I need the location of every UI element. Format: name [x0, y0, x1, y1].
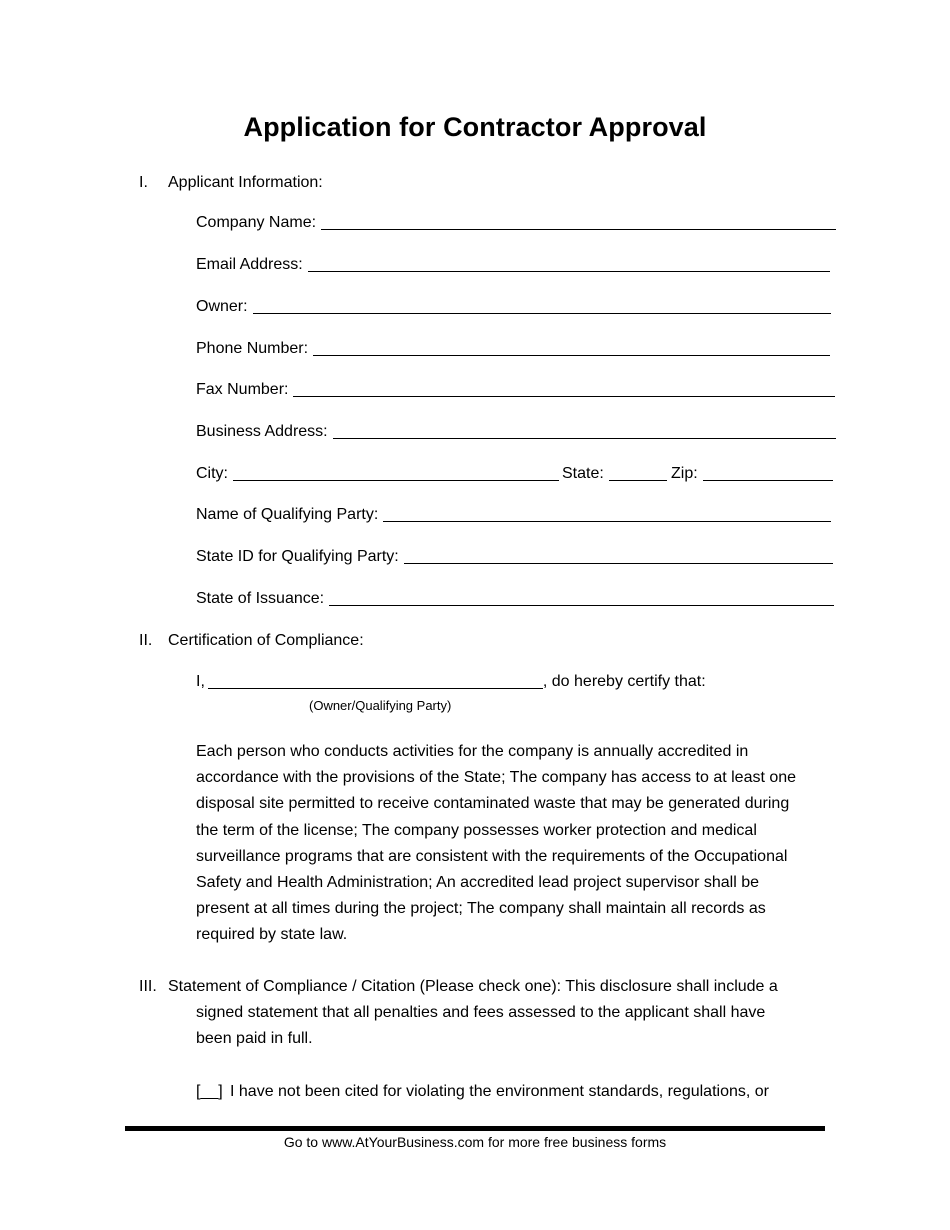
certify-sublabel: (Owner/Qualifying Party) [309, 698, 452, 713]
company-name-field[interactable] [196, 211, 836, 233]
qualifying-party-name-field[interactable] [196, 503, 831, 525]
section-3-line-2: signed statement that all penalties and fees assessed to the applicant shall have [196, 1004, 766, 1021]
section-3-number: III. [139, 978, 157, 995]
certify-statement[interactable] [196, 670, 724, 692]
qualifying-party-name-input[interactable] [383, 504, 831, 522]
document-title: Application for Contractor Approval [243, 112, 707, 142]
company-name-label: Company Name: [196, 214, 317, 231]
paragraph-line: the term of the license; The company possesses worker protection and medical [196, 821, 757, 839]
zip-label: Zip: [671, 465, 698, 482]
not-cited-option-text: I have not been cited for violating the environment standards, regulations, or [230, 1083, 769, 1100]
state-of-issuance-input[interactable] [329, 588, 834, 606]
qualifying-party-name-label: Name of Qualifying Party: [196, 506, 379, 523]
business-address-input[interactable] [333, 421, 836, 439]
fax-number-label: Fax Number: [196, 381, 289, 398]
not-cited-checkbox[interactable]: [__] [196, 1083, 223, 1100]
section-2-heading: Certification of Compliance: [168, 632, 364, 649]
owner-input[interactable] [253, 296, 831, 314]
email-address-label: Email Address: [196, 256, 303, 273]
footer-divider [125, 1126, 825, 1131]
state-label: State: [562, 465, 604, 482]
city-input[interactable] [233, 463, 559, 481]
paragraph-line: Safety and Health Administration; An accredited lead project supervisor shall be [196, 874, 759, 892]
paragraph-line: present at all times during the project; The company shall maintain all records as [196, 900, 766, 918]
city-label: City: [196, 465, 228, 482]
certify-suffix: , do hereby certify that: [542, 673, 706, 690]
certify-prefix: I, [196, 673, 205, 690]
phone-number-input[interactable] [313, 338, 830, 356]
owner-field[interactable] [196, 295, 831, 317]
paragraph-line: required by state law. [196, 926, 348, 944]
company-name-input[interactable] [321, 212, 836, 230]
qualifying-party-state-id-field[interactable] [196, 545, 833, 567]
section-2-number: II. [139, 632, 153, 649]
section-3-line-1: Statement of Compliance / Citation (Please check one): This disclosure shall include a [168, 978, 778, 995]
state-of-issuance-field[interactable] [196, 587, 834, 609]
state-field[interactable] [562, 462, 667, 484]
section-3-line-3: been paid in full. [196, 1030, 313, 1047]
email-address-input[interactable] [308, 254, 830, 272]
email-address-field[interactable] [196, 253, 830, 275]
fax-number-input[interactable] [293, 379, 835, 397]
zip-input[interactable] [703, 463, 833, 481]
phone-number-label: Phone Number: [196, 340, 309, 357]
state-of-issuance-label: State of Issuance: [196, 590, 325, 607]
certify-name-input[interactable] [208, 671, 543, 689]
qualifying-party-state-id-input[interactable] [404, 546, 833, 564]
business-address-label: Business Address: [196, 423, 328, 440]
fax-number-field[interactable] [196, 378, 835, 400]
qualifying-party-state-id-label: State ID for Qualifying Party: [196, 548, 399, 565]
section-1-heading: Applicant Information: [168, 174, 323, 191]
owner-label: Owner: [196, 298, 248, 315]
state-input[interactable] [609, 463, 667, 481]
phone-number-field[interactable] [196, 337, 830, 359]
zip-field[interactable] [671, 462, 833, 484]
certification-paragraph [196, 739, 846, 949]
paragraph-line: surveillance programs that are consistent with the requirements of the Occupational [196, 847, 788, 865]
business-address-field[interactable] [196, 420, 836, 442]
paragraph-line: Each person who conducts activities for the company is annually accredited in [196, 743, 749, 760]
paragraph-line: accordance with the provisions of the State; The company has access to at least one [196, 769, 797, 787]
paragraph-line: disposal site permitted to receive contaminated waste that may be generated during [196, 795, 790, 813]
section-1-number: I. [139, 174, 148, 191]
footer-text: Go to www.AtYourBusiness.com for more free business forms [283, 1134, 667, 1150]
city-field[interactable] [196, 462, 559, 484]
